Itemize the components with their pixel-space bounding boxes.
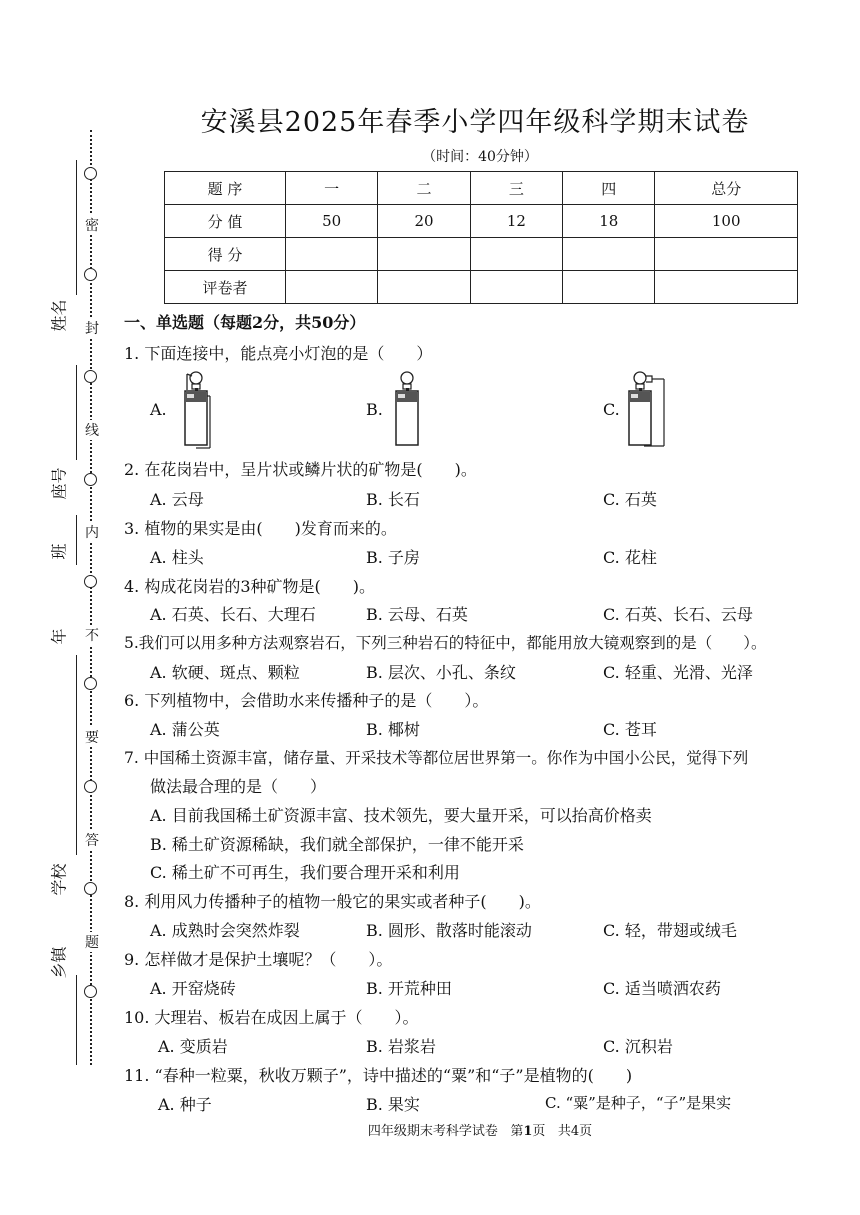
grader-input-cell[interactable] [655,271,798,304]
school-grade-blank-line[interactable] [76,655,77,855]
seal-char: 封 [84,318,100,338]
seat-label: 座号 [49,467,69,500]
binding-circle [84,985,97,998]
table-cell: 50 [286,205,378,238]
option-6b[interactable]: B. 椰树 [366,720,420,739]
table-cell: 评卷者 [165,271,286,304]
score-input-cell[interactable] [470,238,562,271]
table-cell: 18 [563,205,655,238]
option-3a[interactable]: A. 柱头 [150,548,204,567]
option-4b[interactable]: B. 云母、石英 [366,605,468,624]
table-row [165,238,798,271]
option-6a[interactable]: A. 蒲公英 [150,720,220,739]
option-10b[interactable]: B. 岩浆岩 [366,1037,436,1056]
binding-circle [84,167,97,180]
question-10: 10. 大理岩、板岩在成因上属于（ ）。 [124,1008,419,1027]
option-3b[interactable]: B. 子房 [366,548,420,567]
table-cell: 一 [286,172,378,205]
option-7a[interactable]: A. 目前我国稀土矿资源丰富、技术领先，要大量开采，可以抬高价格卖 [150,806,652,825]
binding-circle [84,268,97,281]
grader-input-cell[interactable] [563,271,655,304]
seat-blank-line[interactable] [76,365,77,460]
option-2b[interactable]: B. 长石 [366,490,420,509]
score-input-cell[interactable] [286,238,378,271]
option-10c[interactable]: C. 沉积岩 [603,1037,673,1056]
question-5: 5.我们可以用多种方法观察岩石，下列三种岩石的特征中，都能用放大镜观察到的是（ ）。 [124,634,767,652]
table-cell: 三 [470,172,562,205]
option-6c[interactable]: C. 苍耳 [603,720,657,739]
circuit-diagram-b [389,366,429,452]
option-8c[interactable]: C. 轻，带翅或绒毛 [603,921,737,940]
circuit-diagram-a [178,366,218,452]
question-7-cont: 做法最合理的是（ ） [150,777,327,796]
circuit-diagram-c [622,366,672,452]
option-5b[interactable]: B. 层次、小孔、条纹 [366,663,516,682]
table-cell: 100 [655,205,798,238]
seal-char: 题 [84,932,100,952]
option-2c[interactable]: C. 石英 [603,490,657,509]
question-9: 9. 怎样做才是保护土壤呢？（ ）。 [124,950,393,969]
score-input-cell[interactable] [655,238,798,271]
school-label: 学校 [49,863,69,896]
option-9a[interactable]: A. 开窑烧砖 [150,979,236,998]
grader-input-cell[interactable] [470,271,562,304]
table-row [165,271,798,304]
footer-total-pages: 共4页 [557,1124,593,1139]
section-heading: 一、单选题（每题2分，共50分） [124,313,366,332]
name-label: 姓名 [49,299,69,332]
binding-circle [84,677,97,690]
binding-circle [84,473,97,486]
seal-char: 不 [84,625,100,645]
town-label: 乡镇 [49,946,69,979]
table-cell: 二 [378,172,470,205]
option-9b[interactable]: B. 开荒种田 [366,979,452,998]
option-7c[interactable]: C. 稀土矿不可再生，我们要合理开采和利用 [150,863,460,882]
option-7b[interactable]: B. 稀土矿资源稀缺，我们就全部保护，一律不能开采 [150,835,524,854]
footer-page-prefix: 第 [510,1124,524,1139]
footer-exam-name: 四年级期末考科学试卷 [367,1124,498,1139]
seal-char: 要 [84,727,100,747]
footer-page-suffix: 页 [532,1124,546,1139]
option-11b[interactable]: B. 果实 [366,1095,420,1114]
question-1: 1. 下面连接中，能点亮小灯泡的是（ ） [124,344,433,363]
question-7: 7. 中国稀土资源丰富，储存量、开采技术等都位居世界第一。你作为中国小公民，觉得下列 [124,749,749,767]
option-8a[interactable]: A. 成熟时会突然炸裂 [150,921,300,940]
option-2a[interactable]: A. 云母 [150,490,204,509]
option-4c[interactable]: C. 石英、长石、云母 [603,605,753,624]
table-row [165,205,798,238]
score-input-cell[interactable] [378,238,470,271]
option-1c[interactable]: C. [603,400,620,419]
table-cell: 四 [563,172,655,205]
binding-circle [84,780,97,793]
table-cell: 题 序 [165,172,286,205]
class-label: 班 [49,543,69,560]
option-4a[interactable]: A. 石英、长石、大理石 [150,605,316,624]
class-blank-line[interactable] [76,515,77,565]
seal-char: 答 [84,830,100,850]
exam-duration: （时间：40分钟） [422,149,538,165]
grader-input-cell[interactable] [378,271,470,304]
question-4: 4. 构成花岗岩的3种矿物是( )。 [124,577,376,596]
seal-char: 线 [84,420,100,440]
table-cell: 12 [470,205,562,238]
grader-input-cell[interactable] [286,271,378,304]
table-row [165,172,798,205]
option-1a[interactable]: A. [150,400,167,419]
option-5c[interactable]: C. 轻重、光滑、光泽 [603,663,753,682]
town-blank-line[interactable] [76,975,77,1065]
table-cell: 20 [378,205,470,238]
option-8b[interactable]: B. 圆形、散落时能滚动 [366,921,532,940]
table-cell: 得 分 [165,238,286,271]
page-footer [300,1120,660,1139]
table-cell: 总分 [655,172,798,205]
question-2: 2. 在花岗岩中，呈片状或鳞片状的矿物是( )。 [124,460,477,479]
footer-page-number: 1 [523,1124,533,1139]
option-10a[interactable]: A. 变质岩 [158,1037,228,1056]
binding-circle [84,370,97,383]
score-input-cell[interactable] [563,238,655,271]
seal-char: 内 [84,522,100,542]
option-9c[interactable]: C. 适当喷洒农药 [603,979,721,998]
page-title: 安溪县2025年春季小学四年级科学期末试卷 [200,107,750,138]
question-3: 3. 植物的果实是由( )发育而来的。 [124,519,397,538]
option-3c[interactable]: C. 花柱 [603,548,657,567]
table-cell: 分 值 [165,205,286,238]
score-table [164,171,798,304]
option-11c[interactable]: C. “粟”是种子，“子”是果实 [545,1094,732,1112]
grade-label: 年 [49,628,69,645]
option-1b[interactable]: B. [366,400,383,419]
question-6: 6. 下列植物中，会借助水来传播种子的是（ ）。 [124,691,489,710]
question-8: 8. 利用风力传播种子的植物一般它的果实或者种子( )。 [124,892,541,911]
option-11a[interactable]: A. 种子 [158,1095,212,1114]
seal-char: 密 [84,215,100,235]
question-11: 11. “春种一粒粟，秋收万颗子”，诗中描述的“粟”和“子”是植物的( ) [124,1066,633,1085]
name-blank-line[interactable] [76,160,77,295]
option-5a[interactable]: A. 软硬、斑点、颗粒 [150,663,300,682]
binding-circle [84,575,97,588]
binding-circle [84,882,97,895]
